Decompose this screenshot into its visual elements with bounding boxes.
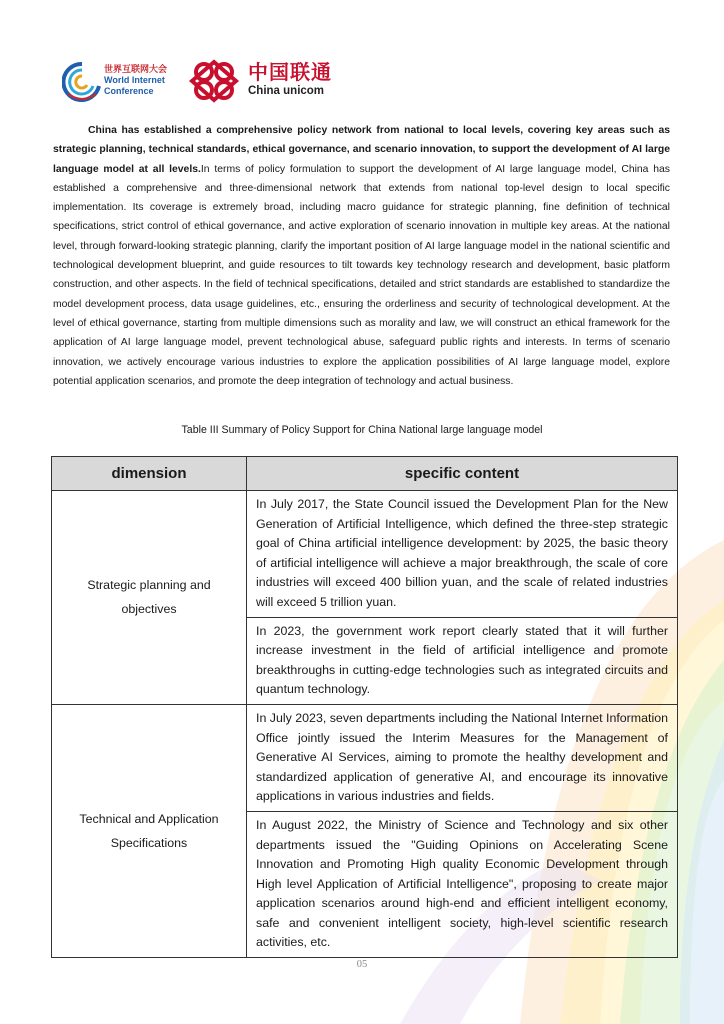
dimension-cell: Technical and Application Specifications: [52, 704, 247, 957]
table-row: [52, 491, 678, 618]
content-cell: In 2023, the government work report clearly stated that it will further increase investment in the field of artificial intelligence and promote breakthroughs in cutting-edge technologies such as integrated circuits and quantum technology.: [247, 617, 678, 704]
dimension-cell: Strategic planning and objectives: [52, 491, 247, 705]
header-dimension: dimension: [52, 457, 247, 491]
wic-name-cn: 世界互联网大会: [104, 64, 168, 74]
header-specific-content: specific content: [247, 457, 678, 491]
page-number: 05: [356, 959, 368, 970]
content-cell: In August 2022, the Ministry of Science and Technology and six other departments issued the "Guiding Opinions on Accelerating Scene Innovation and Promoting High quality Economic Development through High level Application of Artificial Intelligence", proposing to create major application scenarios around high-end and efficient intelligent economy, safe and convenient intelligent society, high-level scientific research activities, etc.: [247, 811, 678, 957]
table-row: [52, 704, 678, 811]
content-cell: In July 2017, the State Council issued the Development Plan for the New Generation of Artificial Intelligence, which defined the three-step strategic goal of China artificial intelligence development: by 2025, the basic theory of artificial intelligence will achieve a major breakthrough, the scale of core industries will exceed 400 billion yuan, and the scale of related industries will exceed 5 trillion yuan.: [247, 491, 678, 618]
table-caption: Table III Summary of Policy Support for China National large language model: [181, 424, 543, 436]
page-header: [62, 56, 362, 104]
cu-name-cn: 中国联通: [248, 62, 332, 84]
china-unicom-knot-logo-icon: [188, 58, 240, 104]
china-unicom-name: [248, 62, 332, 98]
lead-sentence: China has established a comprehensive policy network from national to local levels, covering key areas such as strategic planning, technical standards, ethical governance, and scenario innovation, to support the development of AI large language model at all levels.: [53, 125, 670, 175]
policy-table: [51, 456, 678, 958]
table-header-row: [52, 457, 678, 491]
content-cell: In July 2023, seven departments including the National Internet Information Office jointly issued the Interim Measures for the Management of Generative AI Services, aiming to promote the healthy development and standardized application of generative AI, and encourage its innovative applications in various industries and fields.: [247, 704, 678, 811]
wic-name-en-line2: Conference: [104, 86, 154, 96]
cu-name-en: China unicom: [248, 85, 325, 97]
wic-name-en-line1: World Internet: [104, 75, 165, 85]
wic-name: [104, 64, 167, 97]
paragraph-text: In terms of policy formulation to support the development of AI large language model, China has established a comprehensive and three-dimensional network that extends from national top-level design to local specific implementation. Its coverage is extremely broad, including macro guidance for strategic planning, fine definition of technical specifications, strict control of ethical governance, and active exploration of scenario innovation in multiple key areas. At the national level, through forward-looking strategic planning, clarify the important position of AI large language model in the national scientific and technological development blueprint, and guide resources to tilt towards key technology research and development, basic platform construction, and other aspects. In the field of technical specifications, detailed and strict standards are established to standardize the model development process, data usage guidelines, etc., ensuring the orderliness and security of technological development. At the level of ethical governance, starting from multiple dimensions such as morality and law, we will construct an ethical framework for the application of AI large language model, prevent technological abuse, safeguard public rights and interests. In terms of scenario innovation, we actively encourage various industries to explore the application possibilities of AI large language model, explore potential application scenarios, and promote the deep integration of technology and actual business.: [53, 163, 670, 387]
world-internet-conference-logo-icon: [62, 60, 102, 104]
body-paragraph: [53, 121, 670, 391]
